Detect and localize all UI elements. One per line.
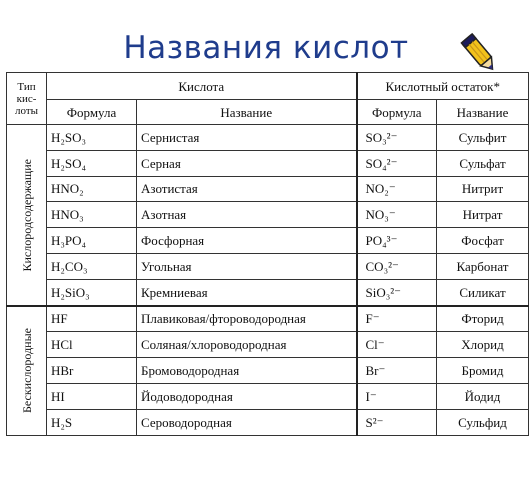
table-row (7, 358, 529, 384)
acid-name: Азотистая (137, 176, 357, 202)
ion-name: Фосфат (437, 228, 529, 254)
acid-formula: HCl (47, 332, 137, 358)
ion-name: Сульфид (437, 409, 529, 435)
ion-name: Нитрат (437, 202, 529, 228)
group-label-cell (7, 306, 47, 435)
acid-name: Сернистая (137, 125, 357, 151)
acid-formula: H₃PO₄ (47, 228, 137, 254)
header-name: Название (137, 100, 357, 125)
ion-formula: S²⁻ (357, 409, 437, 435)
group-label: Бескислородные (19, 328, 34, 414)
acid-formula: HBr (47, 358, 137, 384)
acid-formula: H₂S (47, 409, 137, 435)
pencil-icon (456, 30, 502, 76)
header-residue: Кислотный остаток* (357, 73, 529, 100)
ion-name: Силикат (437, 279, 529, 305)
ion-formula: NO₃⁻ (357, 202, 437, 228)
ion-formula: Cl⁻ (357, 332, 437, 358)
header-formula: Формула (47, 100, 137, 125)
ion-formula: SO₃²⁻ (357, 125, 437, 151)
acid-name: Кремниевая (137, 279, 357, 305)
ion-formula: Br⁻ (357, 358, 437, 384)
acid-formula: H₂CO₃ (47, 253, 137, 279)
table-row (7, 409, 529, 435)
group-label: Кислородсодержащие (19, 158, 34, 272)
ion-name: Фторид (437, 306, 529, 332)
ion-name: Нитрит (437, 176, 529, 202)
header-residue-formula: Формула (357, 100, 437, 125)
acid-formula: H₂SO₄ (47, 150, 137, 176)
acid-name: Серная (137, 150, 357, 176)
acid-name: Плавиковая/фтороводородная (137, 306, 357, 332)
ion-name: Бромид (437, 358, 529, 384)
ion-name: Сульфат (437, 150, 529, 176)
table-row (7, 253, 529, 279)
acid-name: Йодоводородная (137, 383, 357, 409)
ion-formula: F⁻ (357, 306, 437, 332)
table-row (7, 279, 529, 305)
acid-name: Угольная (137, 253, 357, 279)
acid-name: Бромоводородная (137, 358, 357, 384)
acid-name: Сероводородная (137, 409, 357, 435)
header-residue-name: Название (437, 100, 529, 125)
ion-formula: SiO₃²⁻ (357, 279, 437, 305)
acid-formula: HI (47, 383, 137, 409)
table-row (7, 125, 529, 151)
header-type: Тип кис-лоты (7, 73, 47, 125)
acid-name: Соляная/хлороводородная (137, 332, 357, 358)
ion-name: Сульфит (437, 125, 529, 151)
table-row (7, 306, 529, 332)
ion-name: Йодид (437, 383, 529, 409)
acid-name: Фосфорная (137, 228, 357, 254)
ion-formula: PO₄³⁻ (357, 228, 437, 254)
table-row (7, 332, 529, 358)
acid-formula: HNO₂ (47, 176, 137, 202)
table-row (7, 383, 529, 409)
table-row (7, 150, 529, 176)
table-row (7, 176, 529, 202)
ion-formula: NO₂⁻ (357, 176, 437, 202)
acid-formula: H₂SiO₃ (47, 279, 137, 305)
acids-table (6, 72, 529, 436)
group-label-cell (7, 125, 47, 306)
page-title: Названия кислот (123, 30, 409, 66)
ion-formula: I⁻ (357, 383, 437, 409)
table-row (7, 202, 529, 228)
ion-name: Карбонат (437, 253, 529, 279)
header-acid: Кислота (47, 73, 357, 100)
acid-formula: HF (47, 306, 137, 332)
acid-formula: HNO₃ (47, 202, 137, 228)
ion-name: Хлорид (437, 332, 529, 358)
ion-formula: CO₃²⁻ (357, 253, 437, 279)
table-row (7, 228, 529, 254)
acid-name: Азотная (137, 202, 357, 228)
ion-formula: SO₄²⁻ (357, 150, 437, 176)
acid-formula: H₂SO₃ (47, 125, 137, 151)
